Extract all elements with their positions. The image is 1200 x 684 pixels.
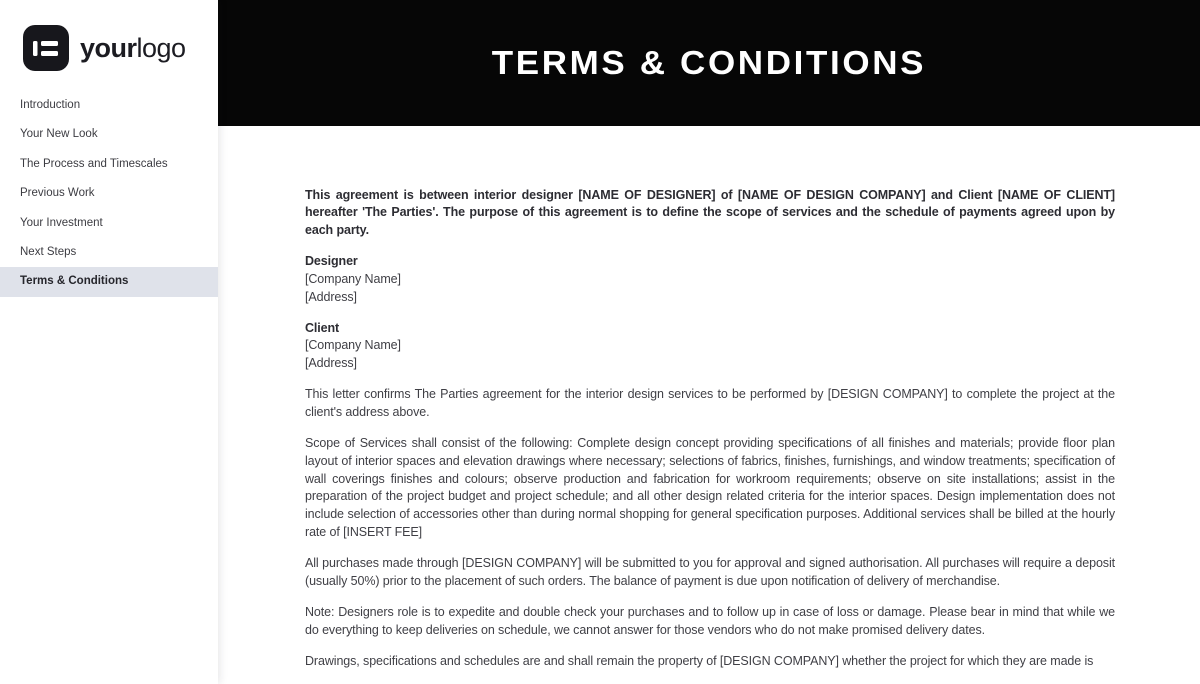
sidebar-nav	[0, 91, 218, 297]
designer-company: [Company Name]	[305, 271, 401, 286]
paragraph-drawings-property: Drawings, specifications and schedules are and shall remain the property of [DESIGN COMPANY] whether the project for which they are made is	[305, 653, 1094, 668]
designer-block	[305, 253, 1115, 306]
paragraph-purchases: All purchases made through [DESIGN COMPANY] will be submitted to you for approval and signed authorisation. All purchases will require a deposit (usually 50%) prior to the placement of such orders. The balance of payment is due upon notification of delivery of merchandise.	[305, 555, 1115, 588]
page-title: TERMS & CONDITIONS	[491, 43, 927, 81]
logo-text	[80, 32, 186, 63]
sidebar-item-your-investment[interactable]: Your Investment	[20, 216, 103, 229]
sidebar-item-previous-work[interactable]: Previous Work	[20, 187, 95, 200]
logo-icon	[22, 24, 70, 72]
paragraph-scope-of-services: Scope of Services shall consist of the following: Complete design concept providing specifications of all finishes and materials; provide floor plan layout of interior spaces and elevation drawings where necessary; selections of fabrics, finishes, furnishings, and window treatments; specification of wall coverings finishes and colours; observe production and fabrication for workroom requirements; observe on site installations; assist in the preparation of the project budget and project schedule; and all other design related criteria for the interior spaces. Design implementation does not include selection of accessories other than during normal shopping for general specification purposes. Additional services shall be billed at the hourly rate of [INSERT FEE]	[305, 436, 1115, 539]
sidebar	[0, 0, 218, 684]
sidebar-item-terms-and-conditions[interactable]: Terms & Conditions	[0, 267, 218, 296]
page-header	[218, 0, 1200, 126]
sidebar-item-process-and-timescales[interactable]: The Process and Timescales	[20, 157, 168, 170]
agreement-intro: This agreement is between interior designer [NAME OF DESIGNER] of [NAME OF DESIGN COMPANY] and Client [NAME OF CLIENT] hereafter 'The Parties'. The purpose of this agreement is to define the scope of services and the schedule of payments agreed upon by each party.	[305, 187, 1115, 237]
client-heading: Client	[305, 320, 340, 335]
document-body	[218, 126, 1200, 684]
paragraph-note-designers-role: Note: Designers role is to expedite and double check your purchases and to follow up in case of loss or damage. Please bear in mind that while we do everything to keep deliveries on schedule, we cannot answer for those vendors who do not make promised delivery dates.	[305, 604, 1115, 637]
client-block	[305, 320, 1115, 373]
logo-text-bold: your	[80, 32, 137, 63]
client-company: [Company Name]	[305, 338, 401, 353]
sidebar-item-your-new-look[interactable]: Your New Look	[20, 128, 98, 141]
paragraph-letter-confirms: This letter confirms The Parties agreement for the interior design services to be performed by [DESIGN COMPANY] to complete the project at the client's address above.	[305, 387, 1115, 420]
logo-text-light: logo	[136, 32, 186, 63]
designer-address: [Address]	[305, 289, 357, 304]
main-content	[218, 0, 1200, 684]
sidebar-item-introduction[interactable]: Introduction	[20, 99, 81, 111]
client-address: [Address]	[305, 356, 357, 371]
sidebar-item-next-steps[interactable]: Next Steps	[20, 245, 77, 258]
logo	[0, 0, 218, 72]
designer-heading: Designer	[305, 254, 358, 269]
